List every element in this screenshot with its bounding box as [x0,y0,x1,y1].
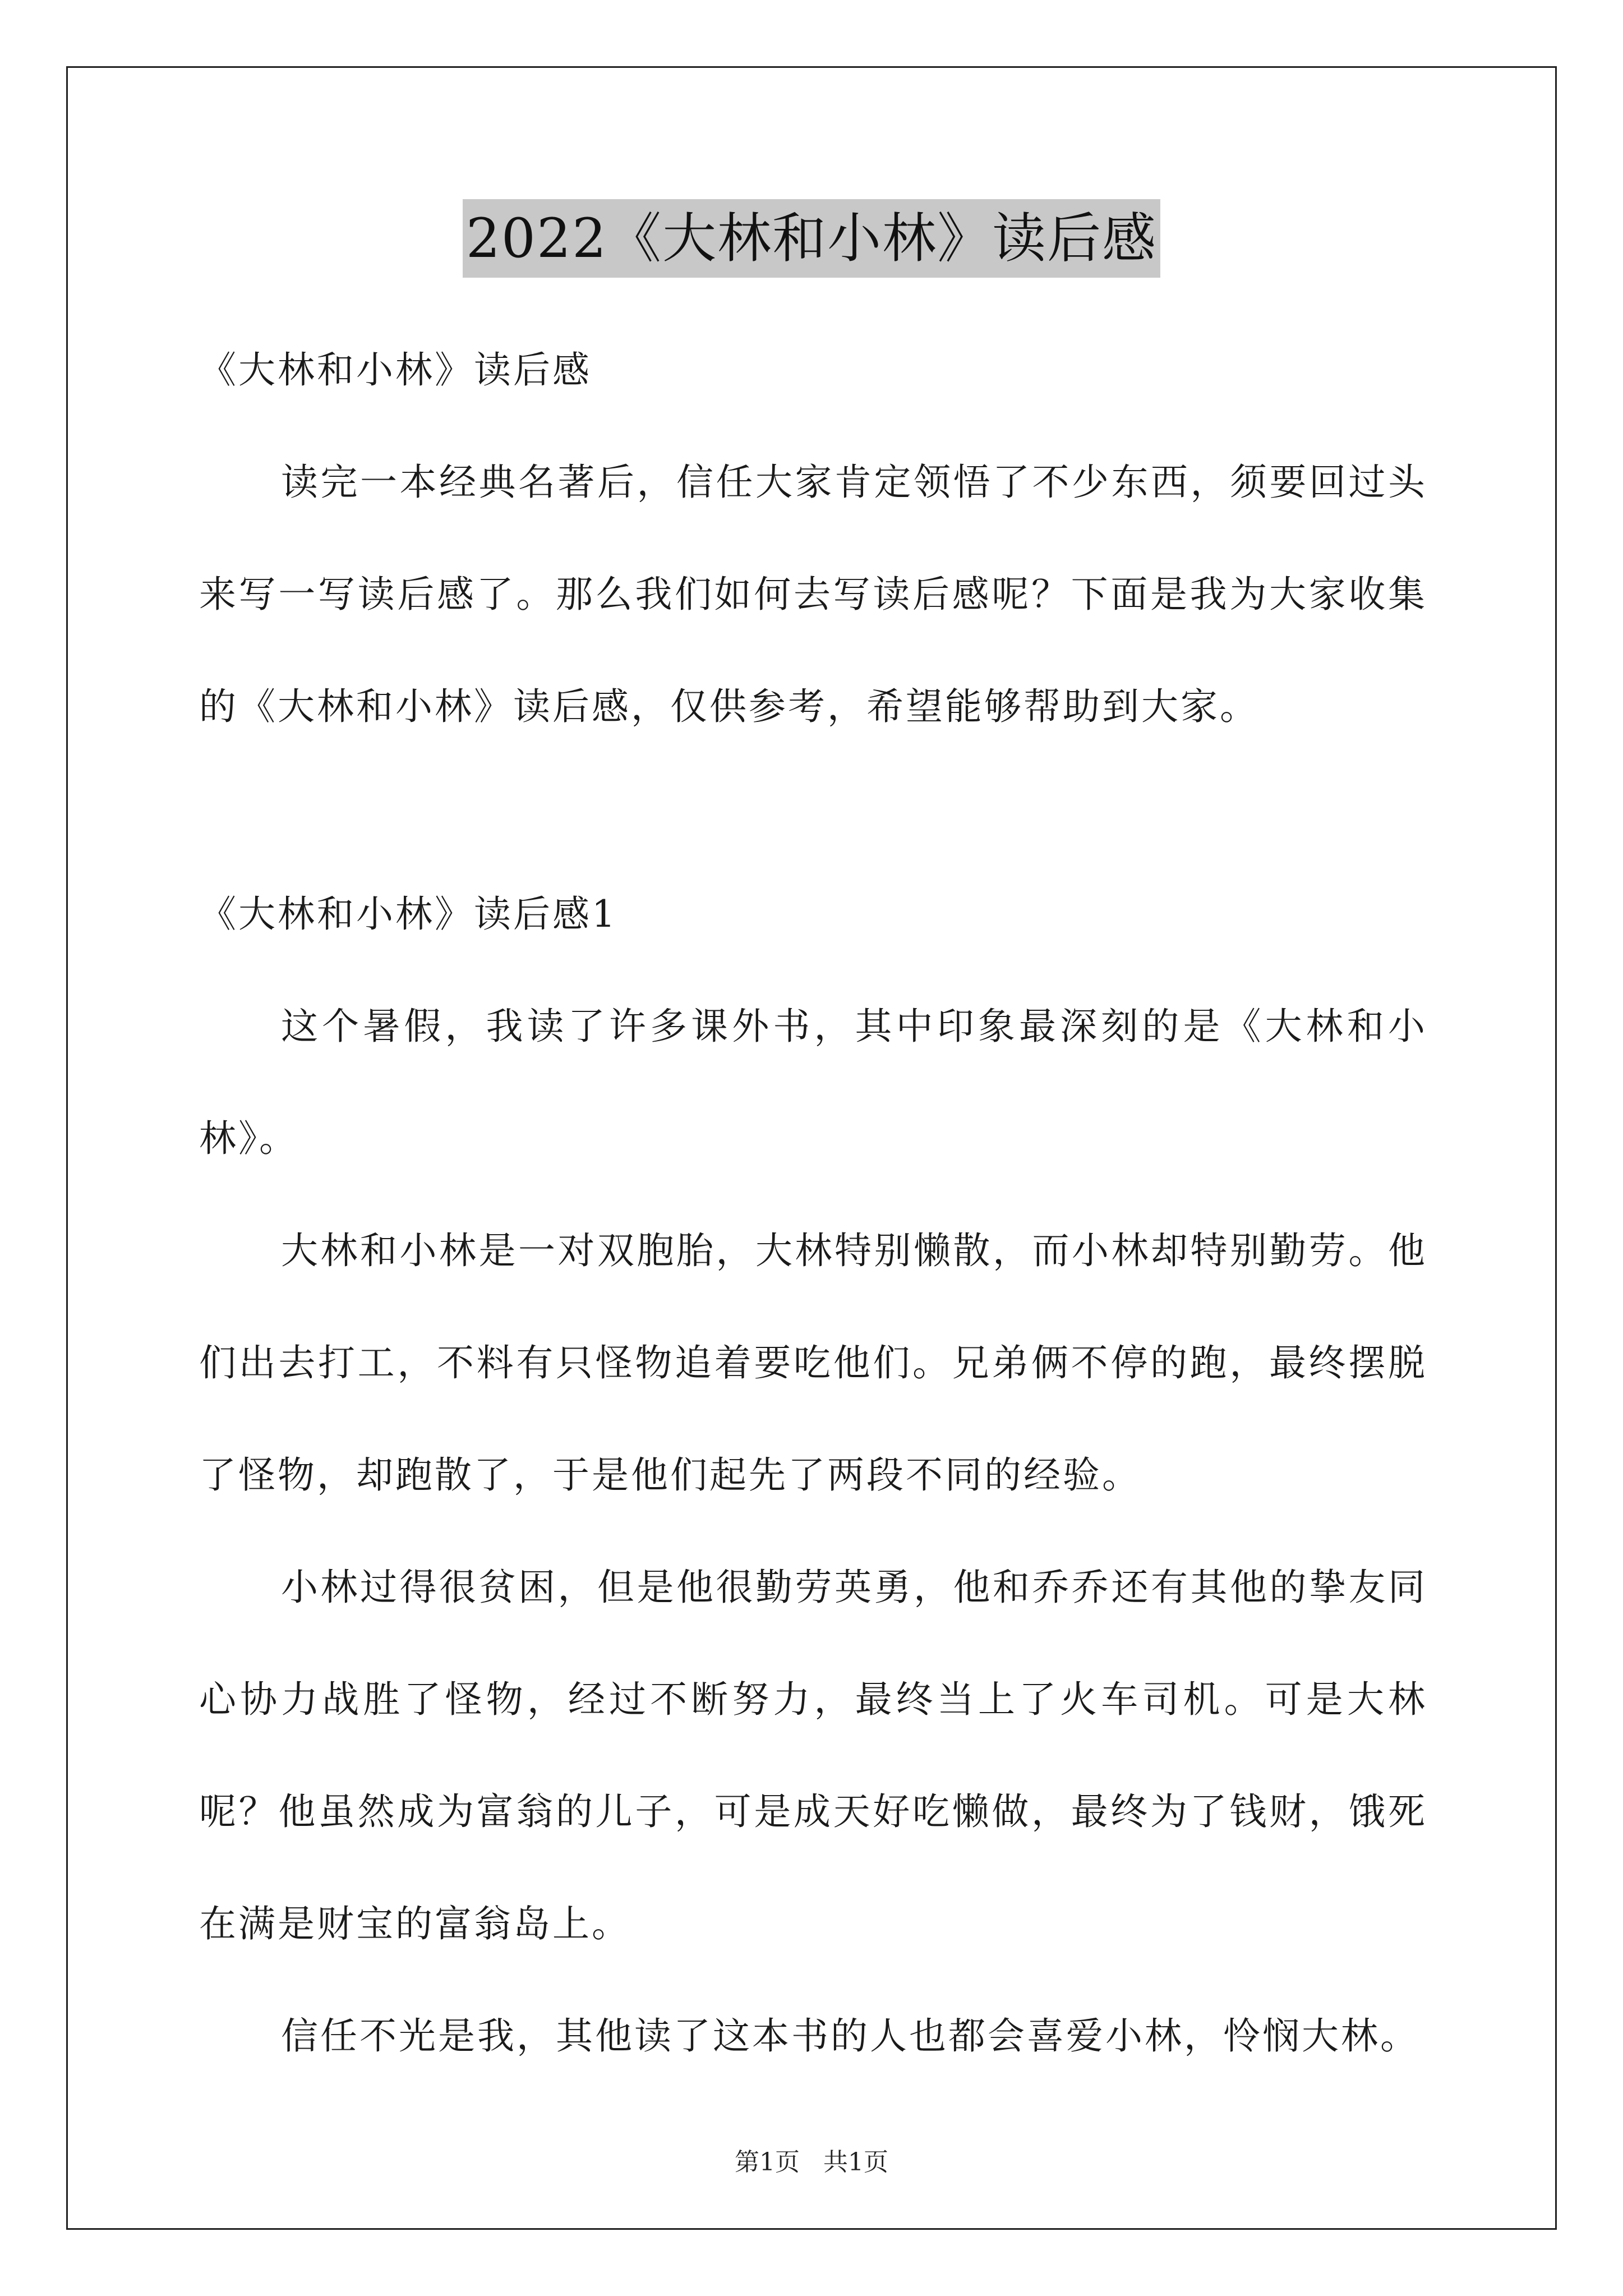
title-wrap [0,199,1623,278]
document-body [199,314,1427,2092]
intro-heading: 《大林和小林》读后感 [199,348,592,392]
body-paragraph: 大林和小林是一对双胞胎，大林特别懒散，而小林却特别勤劳。他们出去打工，不料有只怪物追着要吃他们。兄弟俩不停的跑，最终摆脱了怪物，却跑散了，于是他们起先了两段不同的经验。 [199,1229,1427,1497]
body-paragraph: 信任不光是我，其他读了这本书的人也都会喜爱小林，怜悯大林。 [281,2014,1419,2058]
document-title: 2022《大林和小林》读后感 [463,199,1160,278]
section-heading: 《大林和小林》读后感1 [199,892,617,936]
body-paragraph: 这个暑假，我读了许多课外书，其中印象最深刻的是《大林和小林》。 [199,1005,1427,1160]
intro-paragraph: 读完一本经典名著后，信任大家肯定领悟了不少东西，须要回过头来写一写读后感了。那么我们如何去写读后感呢？下面是我为大家收集的《大林和小林》读后感，仅供参考，希望能够帮助到大家。 [199,461,1427,728]
body-paragraph: 小林过得很贫困，但是他很勤劳英勇，他和乔乔还有其他的挚友同心协力战胜了怪物，经过不断努力，最终当上了火车司机。可是大林呢？他虽然成为富翁的儿子，可是成天好吃懒做，最终为了钱财，饿死在满是财宝的富翁岛上。 [199,1566,1427,1945]
page-footer: 第1页 共1页 [735,2148,888,2177]
